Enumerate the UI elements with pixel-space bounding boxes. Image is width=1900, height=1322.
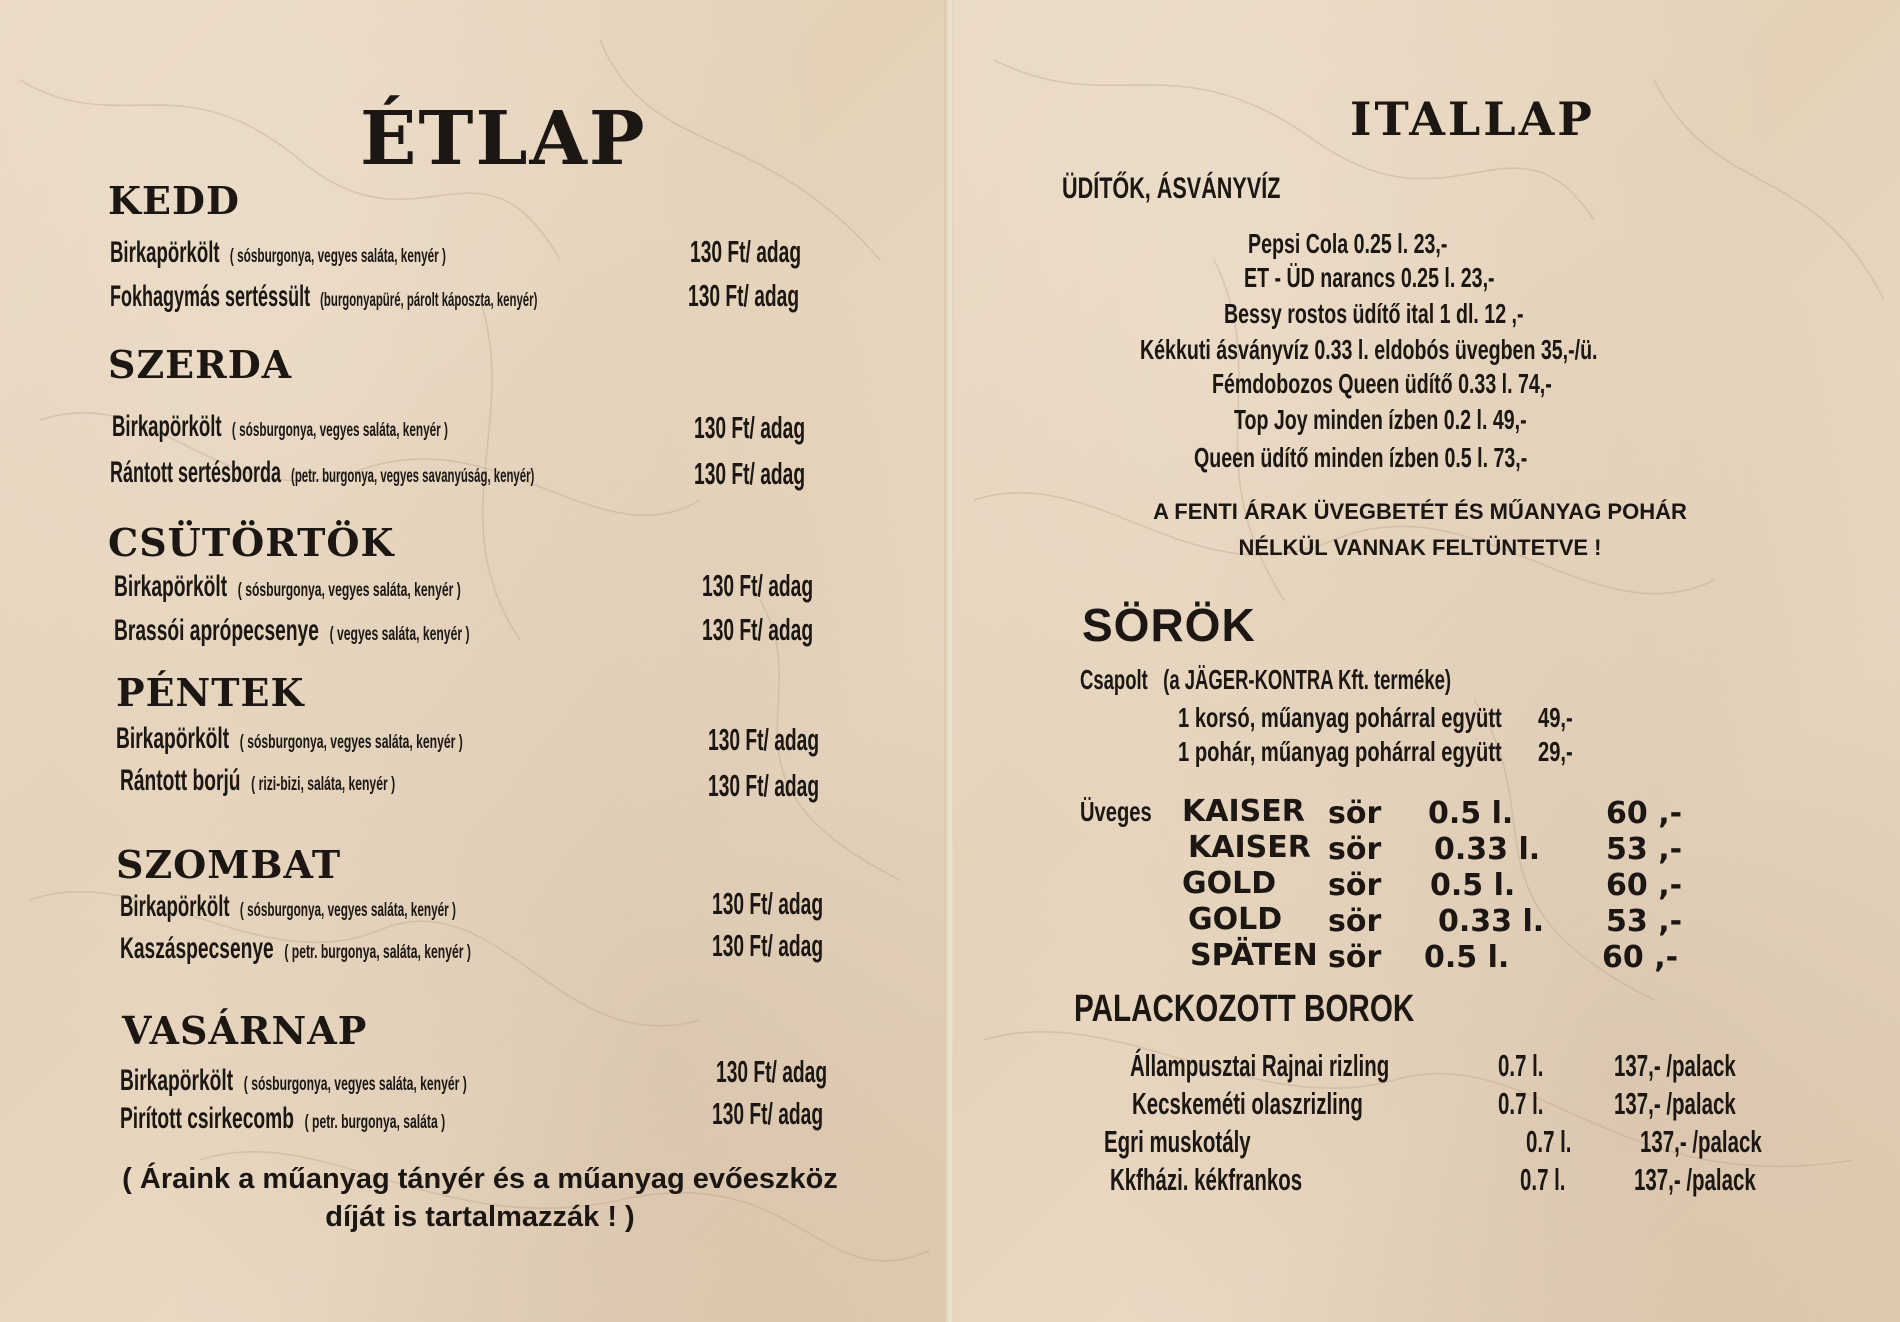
beer-size: 0.33 l. xyxy=(1434,832,1541,867)
day-heading-sunday: VASÁRNAP xyxy=(122,1008,368,1053)
soft-drink-row: ET - ÜD narancs 0.25 l. 23,- xyxy=(1244,262,1495,293)
beer-price: 60 ,- xyxy=(1606,796,1683,831)
wine-price: 137,- /palack xyxy=(1614,1086,1736,1121)
wine-size: 0.7 l. xyxy=(1526,1124,1572,1159)
dish-price: 130 Ft/ adag xyxy=(716,1054,828,1089)
dish-price: 130 Ft/ adag xyxy=(694,410,806,445)
draught-item: 1 pohár, műanyag pohárral együtt xyxy=(1178,736,1502,767)
soft-drink-row: Top Joy minden ízben 0.2 l. 49,- xyxy=(1234,404,1527,435)
dish-side: ( sósburgonya, vegyes saláta, kenyér ) xyxy=(239,732,463,753)
dish-price: 130 Ft/ adag xyxy=(702,612,814,647)
dish-name: Birkapörkölt xyxy=(120,1064,234,1097)
beer-type: sör xyxy=(1328,796,1382,831)
dish-side: (burgonyapüré, párolt káposzta, kenyér) xyxy=(320,290,538,311)
wine-price: 137,- /palack xyxy=(1640,1124,1762,1159)
beer-brand: SPÄTEN xyxy=(1190,938,1318,973)
dish-side: ( sósburgonya, vegyes saláta, kenyér ) xyxy=(243,1074,467,1095)
beer-price: 53 ,- xyxy=(1606,904,1683,939)
menu-item-dish xyxy=(120,764,550,798)
dish-price: 130 Ft/ adag xyxy=(712,1096,824,1131)
dish-side: ( petr. burgonya, saláta ) xyxy=(304,1112,446,1133)
dish-side: ( petr. burgonya, saláta, kenyér ) xyxy=(284,942,471,963)
day-heading-friday: PÉNTEK xyxy=(116,670,305,715)
dish-side: ( sósburgonya, vegyes saláta, kenyér ) xyxy=(231,420,448,441)
wine-size: 0.7 l. xyxy=(1520,1162,1566,1197)
beer-type: sör xyxy=(1328,904,1382,939)
beer-price: 60 ,- xyxy=(1602,940,1679,975)
dish-side: ( sósburgonya, vegyes saláta, kenyér ) xyxy=(237,580,461,601)
dish-name: Kaszáspecsenye xyxy=(120,932,274,965)
day-heading-thursday: CSÜTÖRTÖK xyxy=(108,520,395,565)
wine-name: Kecskeméti olaszrizling xyxy=(1132,1086,1363,1121)
dish-name: Brassói aprópecsenye xyxy=(114,614,319,647)
draught-line xyxy=(1080,664,1642,696)
menu-item-dish xyxy=(120,890,662,924)
dish-name: Birkapörkölt xyxy=(116,722,230,755)
dish-name: Pirított csirkecomb xyxy=(120,1102,294,1135)
wine-name: Kkfházi. kékfrankos xyxy=(1110,1162,1303,1197)
wine-price: 137,- /palack xyxy=(1614,1048,1736,1083)
day-heading-wednesday: SZERDA xyxy=(108,342,293,387)
beer-size: 0.5 l. xyxy=(1430,868,1516,903)
menu-item-dish xyxy=(120,1102,628,1136)
wine-size: 0.7 l. xyxy=(1498,1086,1544,1121)
wine-name: Egri muskotály xyxy=(1104,1124,1251,1159)
beer-brand: GOLD xyxy=(1182,866,1277,901)
soft-drink-row: Kékkuti ásványvíz 0.33 l. eldobós üvegben 35,-/ü. xyxy=(1140,334,1598,365)
dish-side: ( sósburgonya, vegyes saláta, kenyér ) xyxy=(239,900,456,921)
wines-heading: PALACKOZOTT BOROK xyxy=(1074,988,1415,1030)
dish-name: Rántott borjú xyxy=(120,764,241,797)
dish-side: ( vegyes saláta, kenyér ) xyxy=(329,624,470,645)
beer-brand: GOLD xyxy=(1188,902,1283,937)
deposit-notice: A FENTI ÁRAK ÜVEGBETÉT ÉS MŰANYAG POHÁR NÉLKÜL VANNAK FELTÜNTETVE ! xyxy=(1153,499,1687,560)
wine-price: 137,- /palack xyxy=(1634,1162,1756,1197)
beer-type: sör xyxy=(1328,940,1382,975)
beer-size: 0.5 l. xyxy=(1424,940,1510,975)
dish-price: 130 Ft/ adag xyxy=(694,456,806,491)
day-heading-saturday: SZOMBAT xyxy=(116,842,342,887)
dish-name: Birkapörkölt xyxy=(112,410,222,443)
draught-price: 29,- xyxy=(1538,736,1573,767)
dish-name: Birkapörkölt xyxy=(114,570,228,603)
wine-name: Állampusztai Rajnai rizling xyxy=(1130,1048,1390,1083)
menu-item-dish xyxy=(116,722,658,756)
dish-price: 130 Ft/ adag xyxy=(708,768,820,803)
menu-item-dish xyxy=(112,410,654,444)
beer-price: 53 ,- xyxy=(1606,832,1683,867)
day-heading-tuesday: KEDD xyxy=(108,178,240,223)
wine-size: 0.7 l. xyxy=(1498,1048,1544,1083)
food-menu-title: ÉTLAP xyxy=(360,96,647,182)
beer-size: 0.33 l. xyxy=(1438,904,1545,939)
beer-price: 60 ,- xyxy=(1606,868,1683,903)
dish-price: 130 Ft/ adag xyxy=(688,278,800,313)
beers-heading: SÖRÖK xyxy=(1082,599,1256,651)
dish-price: 130 Ft/ adag xyxy=(702,568,814,603)
dish-name: Birkapörkölt xyxy=(120,890,230,923)
dish-price: 130 Ft/ adag xyxy=(712,886,824,921)
menu-item-dish xyxy=(120,1064,662,1098)
drink-menu-title: ITALLAP xyxy=(1350,92,1595,146)
draught-price: 49,- xyxy=(1538,702,1573,733)
menu-item-dish xyxy=(114,614,669,648)
soft-drink-row: Queen üdítő minden ízben 0.5 l. 73,- xyxy=(1194,442,1528,473)
beer-type: sör xyxy=(1328,868,1382,903)
beer-type: sör xyxy=(1328,832,1382,867)
menu-item-dish xyxy=(114,570,656,604)
bottled-label: Üveges xyxy=(1080,796,1152,827)
drink-menu-page xyxy=(954,0,1900,1322)
beer-size: 0.5 l. xyxy=(1428,796,1514,831)
dish-name: Birkapörkölt xyxy=(110,236,220,269)
draught-maker: (a JÄGER-KONTRA Kft. terméke) xyxy=(1163,664,1452,695)
draught-label: Csapolt xyxy=(1080,664,1148,695)
dish-side: ( sósburgonya, vegyes saláta, kenyér ) xyxy=(229,246,446,267)
menu-item-dish xyxy=(120,932,668,966)
price-note: ( Áraink a műanyag tányér és a műanyag evőeszköz díját is tartalmazzák ! ) xyxy=(122,1163,838,1233)
menu-item-dish xyxy=(110,236,652,270)
dish-name: Fokhagymás sertéssült xyxy=(110,280,311,313)
dish-side: ( rizi-bizi, saláta, kenyér ) xyxy=(251,774,396,795)
soft-drink-row: Pepsi Cola 0.25 l. 23,- xyxy=(1248,228,1448,259)
dish-name: Rántott sertésborda xyxy=(110,456,282,489)
dish-price: 130 Ft/ adag xyxy=(690,234,802,269)
soft-drink-row: Fémdobozos Queen üdítő 0.33 l. 74,- xyxy=(1212,368,1552,399)
soft-drink-row: Bessy rostos üdítő ital 1 dl. 12 ,- xyxy=(1224,298,1524,329)
beer-brand: KAISER xyxy=(1188,830,1311,865)
food-menu-page xyxy=(0,0,946,1322)
dish-price: 130 Ft/ adag xyxy=(708,722,820,757)
soft-drinks-heading: ÜDÍTŐK, ÁSVÁNYVÍZ xyxy=(1062,172,1281,205)
beer-brand: KAISER xyxy=(1182,794,1305,829)
dish-price: 130 Ft/ adag xyxy=(712,928,824,963)
draught-item: 1 korsó, műanyag pohárral együtt xyxy=(1178,702,1502,733)
dish-side: (petr. burgonya, vegyes savanyúság, kenyér) xyxy=(291,466,535,487)
